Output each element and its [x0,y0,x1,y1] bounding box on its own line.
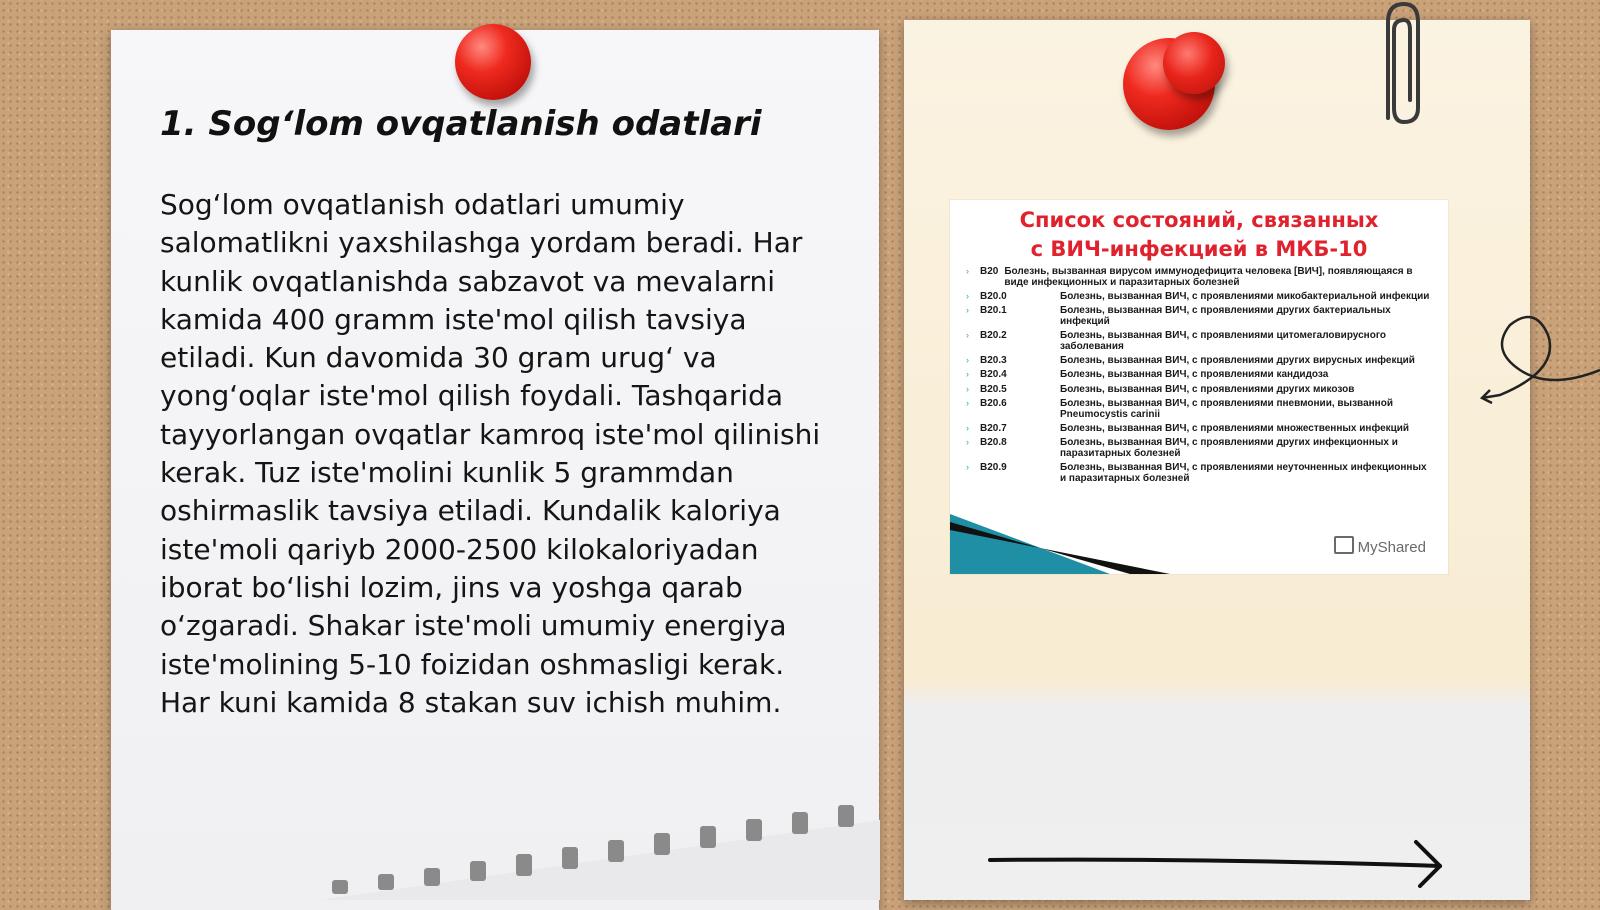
list-item [966,330,1430,353]
icd-description: Болезнь, вызванная ВИЧ, с проявлениями других вирусных инфекций [1060,355,1415,367]
myshared-logo-icon [1334,536,1354,554]
slide-title [950,206,1448,264]
bullet-icon: › [966,397,969,408]
icd-code: B20.6 [980,397,1007,409]
icd-description: Болезнь, вызванная ВИЧ, с проявлениями цитомегаловирусного заболевания [1060,330,1386,353]
list-item [966,436,1430,459]
list-item [966,422,1430,434]
list-item [966,355,1430,367]
icd-code: B20.3 [980,355,1007,367]
list-item [966,383,1430,395]
icd-code: B20.8 [980,436,1007,448]
slide-title-line: Список состояний, связанных [1019,208,1379,232]
icd-description: Болезнь, вызванная ВИЧ, с проявлениями неуточненных инфекционных и паразитарных болезней [1060,461,1427,484]
arrow-right-icon [988,838,1448,888]
list-item [966,369,1430,381]
icd-description: Болезнь, вызванная ВИЧ, с проявлениями других инфекционных и паразитарных болезней [1060,436,1398,459]
icd-description: Болезнь, вызванная ВИЧ, с проявлениями других бактериальных инфекций [1060,305,1391,328]
icd-code: B20.0 [980,291,1007,303]
curl-doodle-icon [1480,310,1600,410]
icd-code: B20.2 [980,330,1007,342]
icd-code-list [966,266,1430,487]
list-item [966,461,1430,484]
card-title: 1. Sog‘lom ovqatlanish odatlari [160,104,762,144]
bullet-icon: › [966,305,969,316]
push-pin-icon [1163,32,1225,94]
torn-notebook-edge [320,800,880,900]
icd-description: Болезнь, вызванная ВИЧ, с проявлениями множественных инфекций [1060,422,1410,434]
card-body-text: Sog‘lom ovqatlanish odatlari umumiy salomatlikni yaxshilashga yordam beradi. Har kunlik ovqatlanishda sabzavot va mevalarni kamida 400 gramm iste'mol qilish tavsiya etiladi. Kun davomida 30 gram urug‘ va yong‘oqlar iste'mol qilish foydali. Tashqarida tayyorlangan ovqatlar kamroq iste'mol qilinishi kerak. Tuz iste'molini kunlik 5 grammdan oshirmaslik tavsiya etiladi. Kundalik kaloriya iste'moli qariyb 2000-2500 kilokaloriyadan iborat bo‘lishi lozim, jins va yoshga qarab o‘zgaradi. Shakar iste'moli umumiy energiya iste'molining 5-10 foizidan oshmasligi kerak. Har kuni kamida 8 stakan suv ichish muhim. [160,188,821,719]
icd-description: Болезнь, вызванная ВИЧ, с проявлениями пневмонии, вызванной Pneumocystis carinii [1060,397,1393,420]
bullet-icon: › [966,330,969,341]
icd-code: B20.4 [980,369,1007,381]
icd-code: B20.5 [980,383,1007,395]
bullet-icon: › [966,291,969,302]
embedded-slide-image [950,200,1448,574]
push-pin-icon [455,24,531,100]
icd-code: B20.7 [980,422,1007,434]
slide-corner-decoration [950,514,1190,574]
bullet-icon: › [966,369,969,380]
list-item [966,305,1430,328]
bullet-icon: › [966,422,969,433]
bullet-icon: › [966,266,969,276]
icd-code: B20.9 [980,461,1007,473]
icd-code: B20.1 [980,305,1007,317]
paper-clip-icon [1374,0,1424,130]
list-item [966,266,1430,288]
icd-description: Болезнь, вызванная ВИЧ, с проявлениями микобактериальной инфекции [1060,291,1430,303]
icd-description: Болезнь, вызванная ВИЧ, с проявлениями кандидоза [1060,369,1329,381]
icd-description: Болезнь, вызванная вирусом иммунодефицита человека [ВИЧ], появляющаяся в виде инфекционных и паразитарных болезней [1004,266,1413,288]
watermark [1334,536,1426,556]
icd-description: Болезнь, вызванная ВИЧ, с проявлениями других микозов [1060,383,1355,395]
bullet-icon: › [966,355,969,366]
bullet-icon: › [966,383,969,394]
list-item [966,291,1430,303]
icd-code: B20 [980,266,999,277]
list-item [966,397,1430,420]
watermark-text: MyShared [1357,539,1426,556]
bullet-icon: › [966,461,969,472]
bullet-icon: › [966,436,969,447]
slide-title-line: с ВИЧ-инфекцией в МКБ-10 [1030,237,1368,261]
